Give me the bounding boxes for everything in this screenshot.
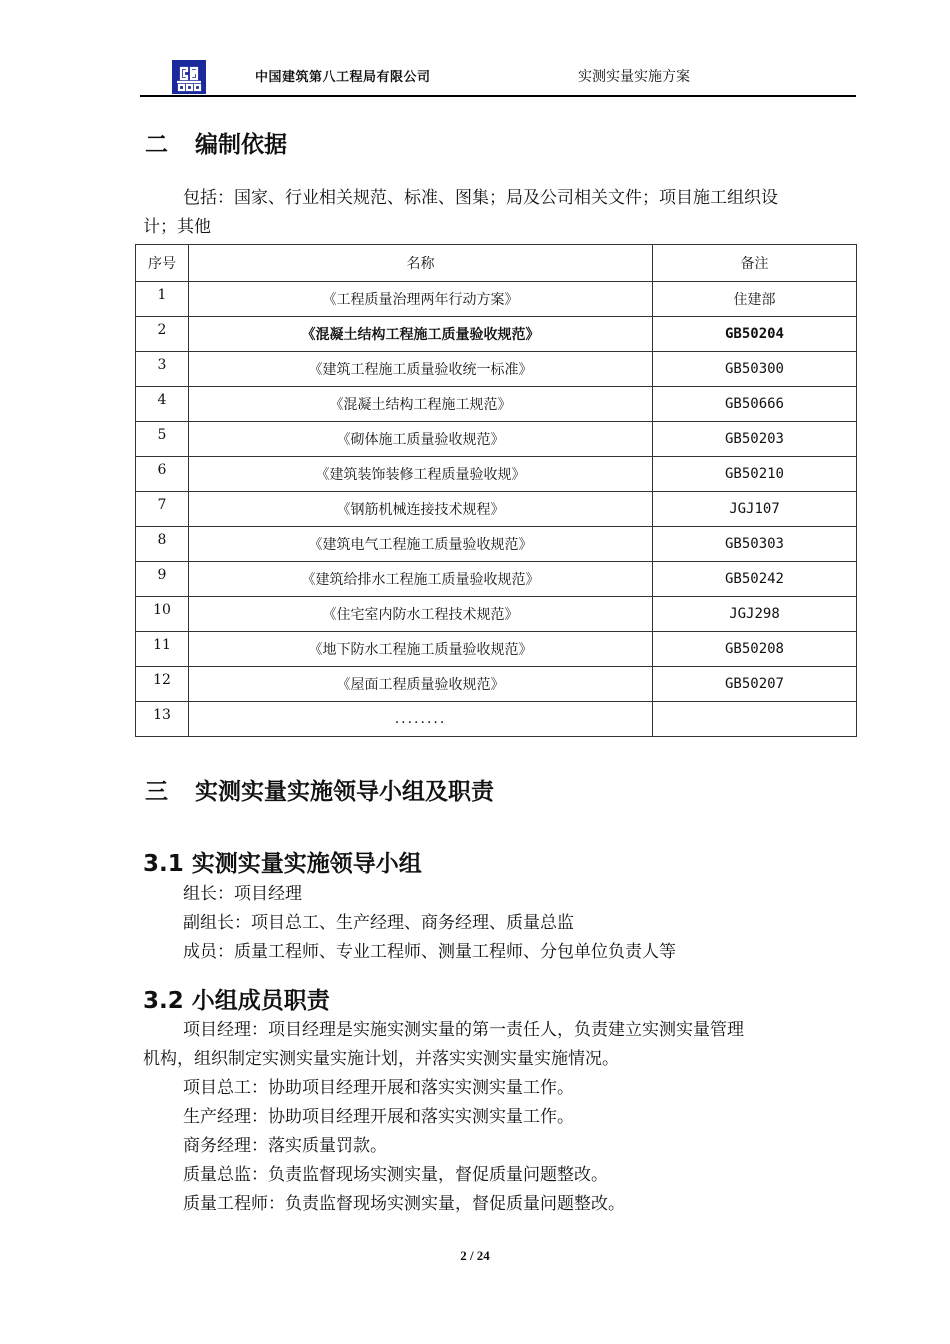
- table-row: [136, 422, 857, 457]
- duty-chief-engineer: 项目总工：协助项目经理开展和落实实测实量工作。: [183, 1078, 574, 1098]
- row-name: 《建筑电气工程施工质量验收规范》: [189, 527, 653, 562]
- row-name: 《建筑给排水工程施工质量验收规范》: [189, 562, 653, 597]
- subsection-3-1-title: 实测实量实施领导小组: [191, 851, 422, 877]
- members-line: 成员：质量工程师、专业工程师、测量工程师、分包单位负责人等: [183, 942, 676, 962]
- row-no: 8: [136, 527, 189, 562]
- duty-pm-line2: 机构，组织制定实测实量实施计划，并落实实测实量实施情况。: [143, 1049, 619, 1069]
- row-no: 2: [136, 317, 189, 352]
- row-name: 《砌体施工质量验收规范》: [189, 422, 653, 457]
- section-3-number: 三: [145, 779, 168, 805]
- header-name: 名称: [189, 245, 653, 282]
- row-name: 《钢筋机械连接技术规程》: [189, 492, 653, 527]
- row-name: 《屋面工程质量验收规范》: [189, 667, 653, 702]
- duty-pm-line1: 项目经理：项目经理是实施实测实量的第一责任人，负责建立实测实量管理: [183, 1020, 744, 1040]
- row-name: 《建筑工程施工质量验收统一标准》: [189, 352, 653, 387]
- header-no: 序号: [136, 245, 189, 282]
- row-note: GB50303: [653, 527, 857, 562]
- row-no: 6: [136, 457, 189, 492]
- row-note: GB50210: [653, 457, 857, 492]
- row-no: 11: [136, 632, 189, 667]
- row-note: GB50204: [653, 317, 857, 352]
- subsection-3-2-number: 3.2: [143, 988, 184, 1014]
- table-row: [136, 597, 857, 632]
- section-2-number: 二: [145, 132, 168, 158]
- row-no: 4: [136, 387, 189, 422]
- table-row: [136, 562, 857, 597]
- page-number: 2 / 24: [460, 1248, 490, 1263]
- header-document-title: 实测实量实施方案: [578, 69, 690, 85]
- row-note: [653, 702, 857, 737]
- header-note: 备注: [653, 245, 857, 282]
- table-row: [136, 527, 857, 562]
- section-2-heading: [145, 126, 287, 159]
- row-name: 《建筑装饰装修工程质量验收规》: [189, 457, 653, 492]
- row-no: 1: [136, 282, 189, 317]
- row-name: 《混凝土结构工程施工规范》: [189, 387, 653, 422]
- table-row: [136, 282, 857, 317]
- section-2-intro-line2: 计；其他: [143, 217, 211, 237]
- subsection-3-1-heading: [143, 845, 422, 878]
- row-note: GB50208: [653, 632, 857, 667]
- table-row: [136, 702, 857, 737]
- row-note: 住建部: [653, 282, 857, 317]
- duty-quality-director: 质量总监：负责监督现场实测实量，督促质量问题整改。: [183, 1165, 608, 1185]
- header-divider: [140, 95, 856, 97]
- row-note: GB50666: [653, 387, 857, 422]
- table-row: [136, 352, 857, 387]
- row-note: JGJ107: [653, 492, 857, 527]
- subsection-3-1-number: 3.1: [143, 851, 184, 877]
- leader-line: 组长：项目经理: [183, 884, 302, 904]
- section-2-intro-line1: 包括：国家、行业相关规范、标准、图集；局及公司相关文件；项目施工组织设: [183, 188, 778, 208]
- row-no: 3: [136, 352, 189, 387]
- row-no: 12: [136, 667, 189, 702]
- row-name: 《工程质量治理两年行动方案》: [189, 282, 653, 317]
- table-row: [136, 632, 857, 667]
- table-row: [136, 317, 857, 352]
- company-logo: [172, 60, 206, 94]
- section-3-title: 实测实量实施领导小组及职责: [195, 779, 494, 805]
- vice-leader-line: 副组长：项目总工、生产经理、商务经理、质量总监: [183, 913, 574, 933]
- subsection-3-2-title: 小组成员职责: [191, 988, 330, 1014]
- header-company-name: 中国建筑第八工程局有限公司: [255, 70, 431, 85]
- row-no: 7: [136, 492, 189, 527]
- row-note: JGJ298: [653, 597, 857, 632]
- section-2-title: 编制依据: [195, 132, 287, 158]
- duty-business-manager: 商务经理：落实质量罚款。: [183, 1136, 387, 1156]
- table-header-row: [136, 245, 857, 282]
- row-note: GB50242: [653, 562, 857, 597]
- row-no: 10: [136, 597, 189, 632]
- row-no: 5: [136, 422, 189, 457]
- row-name: 《地下防水工程施工质量验收规范》: [189, 632, 653, 667]
- row-no: 13: [136, 702, 189, 737]
- row-note: GB50207: [653, 667, 857, 702]
- row-name: 《混凝土结构工程施工质量验收规范》: [189, 317, 653, 352]
- row-name: 《住宅室内防水工程技术规范》: [189, 597, 653, 632]
- reference-table: [135, 244, 857, 737]
- table-row: [136, 387, 857, 422]
- table-row: [136, 492, 857, 527]
- row-name: ........: [189, 702, 653, 737]
- row-note: GB50300: [653, 352, 857, 387]
- subsection-3-2-heading: [143, 982, 330, 1015]
- row-no: 9: [136, 562, 189, 597]
- section-3-heading: [145, 773, 494, 806]
- table-row: [136, 457, 857, 492]
- cscec-logo-icon: [172, 60, 206, 94]
- duty-quality-engineer: 质量工程师：负责监督现场实测实量，督促质量问题整改。: [183, 1194, 625, 1214]
- row-note: GB50203: [653, 422, 857, 457]
- table-row: [136, 667, 857, 702]
- duty-production-manager: 生产经理：协助项目经理开展和落实实测实量工作。: [183, 1107, 574, 1127]
